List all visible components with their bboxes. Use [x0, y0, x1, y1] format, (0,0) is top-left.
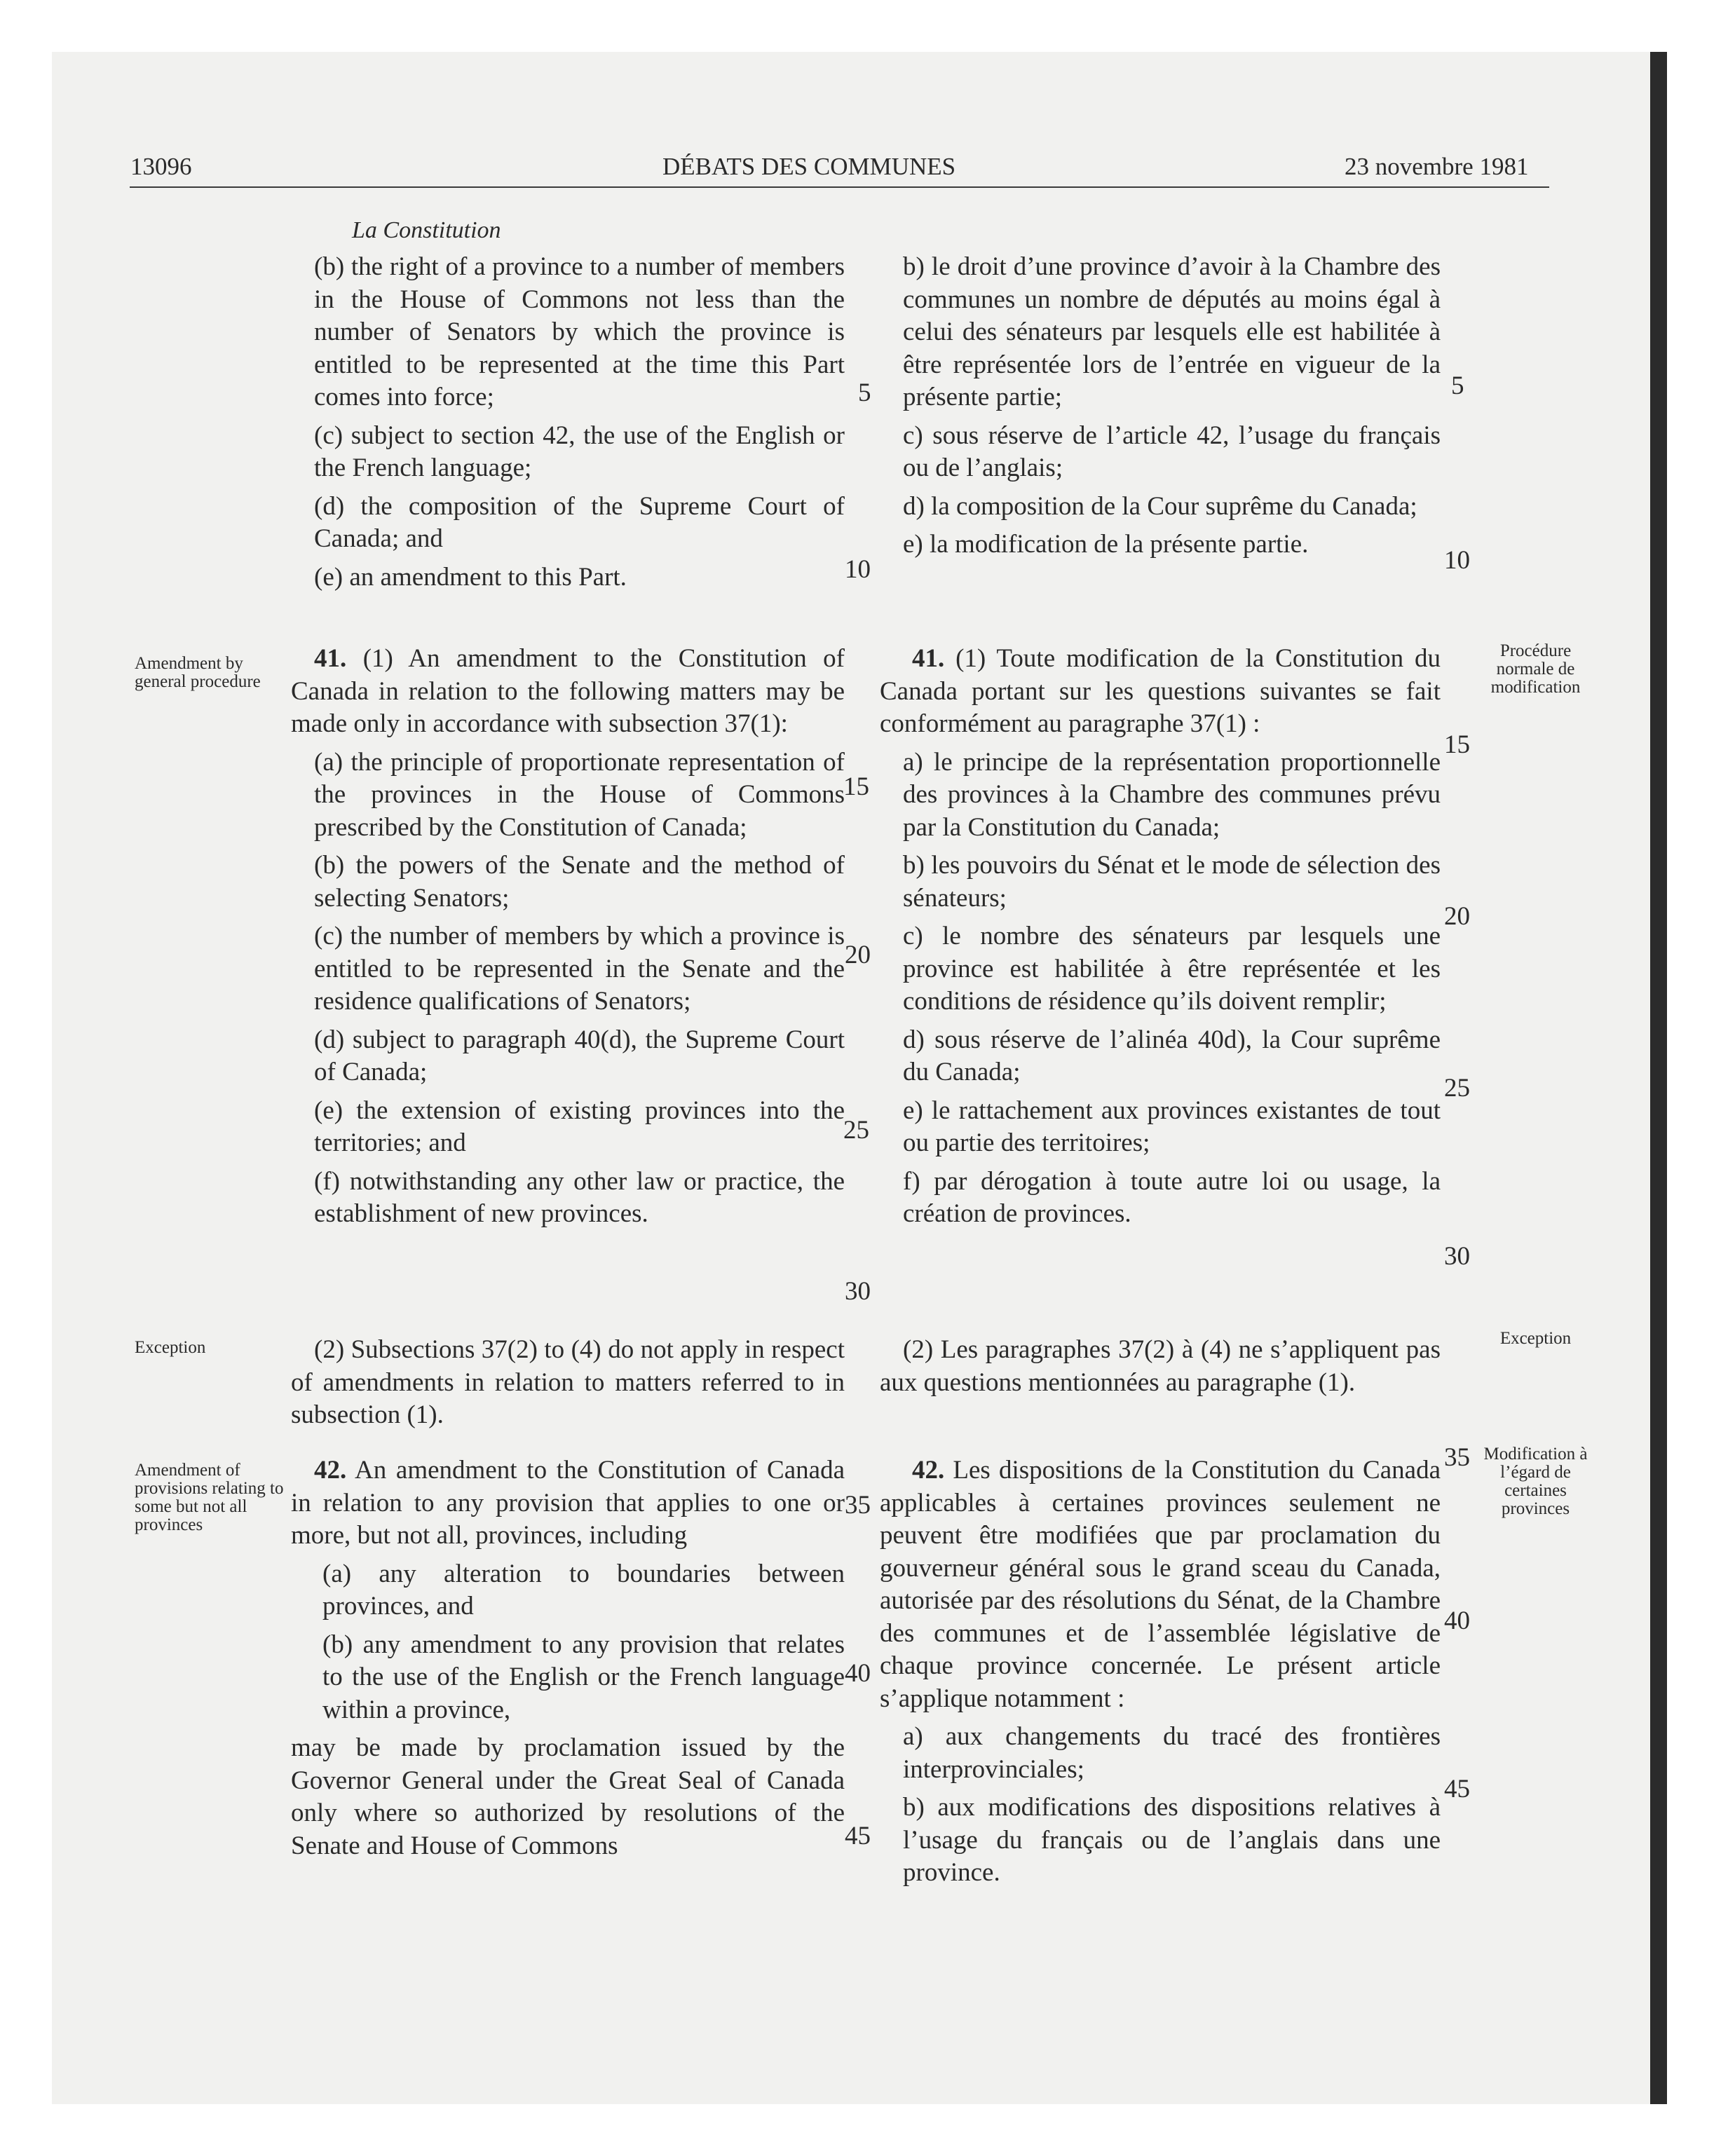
line-number-fr: 5	[1451, 371, 1464, 400]
line-number-fr: 45	[1444, 1775, 1470, 1803]
en-41-intro-text: (1) An amendment to the Constitution of Canada in relation to the following matters may be made only in accordance with subsection 37(1):	[291, 644, 845, 738]
en-40-d: (d) the composition of the Supreme Court of Canada; and	[314, 491, 845, 553]
fr-40-d: d) la composition de la Cour suprême du Canada;	[903, 491, 1417, 521]
line-number-en: 5	[858, 378, 871, 407]
fr-40-e: e) la modification de la présente partie.	[903, 530, 1309, 559]
en-42-b: (b) any amendment to any provision that relates to the use of the English or the French language within a province,	[322, 1630, 845, 1724]
en-42-intro-text: An amendment to the Constitution of Canada in relation to any provision that applies to one or more, but not all, provinces, including	[291, 1456, 845, 1550]
fr-42-number: 42.	[912, 1456, 945, 1485]
fr-42-intro-text: Les dispositions de la Constitution du Canada applicables à certaines provinces seulement ne peuvent être modifiées que par proclamation du gouverneur général sous le grand sceau du Canada, autorisée par des résolutions du Sénat, de la Chambre des communes et de l’assemblée législative de chaque province concernée. Le présent article s’applique notamment :	[880, 1456, 1441, 1713]
french-column	[880, 251, 1441, 561]
english-column-s42	[291, 1454, 845, 1862]
line-number-en: 20	[845, 941, 871, 969]
english-column	[291, 251, 845, 594]
en-41-a: (a) the principle of proportionate representation of the provinces in the House of Commons prescribed by the Constitution of Canada;	[314, 747, 845, 842]
page-number: 13096	[130, 153, 192, 180]
english-41-2	[291, 1334, 845, 1432]
en-42-number: 42.	[314, 1456, 347, 1485]
line-number-en: 45	[845, 1822, 871, 1850]
header-rule	[130, 186, 1549, 188]
fr-42-a: a) aux changements du tracé des frontières interprovinciales;	[903, 1722, 1441, 1784]
fr-41-a: a) le principe de la représentation proportionnelle des provinces à la Chambre des communes prévu par la Constitution du Canada;	[903, 747, 1441, 842]
french-41-2	[880, 1334, 1441, 1399]
fr-41-intro-text: (1) Toute modification de la Constitution du Canada portant sur les questions suivantes se fait conformément au paragraphe 37(1) :	[880, 644, 1441, 738]
en-41-b: (b) the powers of the Senate and the method of selecting Senators;	[314, 851, 845, 913]
fr-41-e: e) le rattachement aux provinces existantes de tout ou partie des territoires;	[903, 1096, 1441, 1157]
margin-note-en-42: Amendment of provisions relating to some but not all provinces	[135, 1461, 284, 1534]
en-41-intro	[291, 643, 845, 741]
margin-note-fr-41: Procédure normale de modification	[1490, 641, 1581, 697]
line-number-en: 15	[843, 772, 869, 801]
margin-note-fr-exception: Exception	[1499, 1329, 1572, 1348]
french-column-s42	[880, 1454, 1441, 1890]
fr-40-b: b) le droit d’une province d’avoir à la Chambre des communes un nombre de députés au moins égal à celui des sénateurs par lesquels elle est habilitée à être représentée lors de l’entrée en vigueur de la présente partie;	[903, 252, 1441, 411]
en-42-a: (a) any alteration to boundaries between provinces, and	[322, 1559, 845, 1621]
fr-41-f: f) par dérogation à toute autre loi ou usage, la création de provinces.	[903, 1166, 1441, 1228]
running-head: La Constitution	[352, 217, 501, 243]
publication-title: DÉBATS DES COMMUNES	[662, 153, 956, 180]
fr-41-d: d) sous réserve de l’alinéa 40d), la Cour suprême du Canada;	[903, 1025, 1441, 1086]
line-number-en: 25	[843, 1116, 869, 1145]
fr-40-c: c) sous réserve de l’article 42, l’usage du français ou de l’anglais;	[903, 421, 1441, 482]
french-column-s41	[880, 643, 1441, 1231]
en-41-2: (2) Subsections 37(2) to (4) do not apply in respect of amendments in relation to matters referred to in subsection (1).	[291, 1335, 845, 1429]
binding-edge	[1650, 52, 1667, 2104]
page-date: 23 novembre 1981	[1345, 153, 1529, 180]
margin-note-en-41: Amendment by general procedure	[135, 654, 261, 691]
line-number-fr: 15	[1444, 730, 1470, 759]
en-41-number: 41.	[314, 644, 347, 673]
fr-41-b: b) les pouvoirs du Sénat et le mode de sélection des sénateurs;	[903, 851, 1441, 913]
line-number-fr: 10	[1444, 546, 1470, 575]
english-column-s41	[291, 643, 845, 1231]
line-number-fr: 40	[1444, 1606, 1470, 1635]
line-number-en: 10	[845, 555, 871, 584]
line-number-fr: 25	[1444, 1074, 1470, 1103]
margin-note-fr-42: Modification à l’égard de certaines provinces	[1483, 1445, 1588, 1518]
en-40-c: (c) subject to section 42, the use of the English or the French language;	[314, 421, 845, 482]
fr-41-number: 41.	[912, 644, 945, 673]
line-number-fr: 30	[1444, 1242, 1470, 1271]
en-42-tail: may be made by proclamation issued by the Governor General under the Great Seal of Canada only where so authorized by resolutions of the Senate and House of Commons	[291, 1733, 845, 1860]
line-number-fr: 20	[1444, 902, 1470, 931]
en-41-f: (f) notwithstanding any other law or practice, the establishment of new provinces.	[314, 1166, 845, 1228]
fr-41-intro	[880, 643, 1441, 741]
en-41-d: (d) subject to paragraph 40(d), the Supreme Court of Canada;	[314, 1025, 845, 1086]
en-42-intro	[291, 1454, 845, 1553]
line-number-en: 30	[845, 1277, 871, 1306]
fr-42-intro	[880, 1454, 1441, 1715]
en-41-e: (e) the extension of existing provinces into the territories; and	[314, 1096, 845, 1157]
en-41-c: (c) the number of members by which a province is entitled to be represented in the Senate and the residence qualifications of Senators;	[314, 922, 845, 1016]
margin-note-en-exception: Exception	[135, 1338, 206, 1357]
line-number-fr: 35	[1444, 1443, 1470, 1472]
en-40-e: (e) an amendment to this Part.	[314, 562, 627, 592]
fr-41-c: c) le nombre des sénateurs par lesquels une province est habilitée à être représentée et les conditions de résidence qu’ils doivent remplir;	[903, 922, 1441, 1016]
en-40-b: (b) the right of a province to a number of members in the House of Commons not less than the number of Senators by which the province is entitled to be represented at the time this Part comes into force;	[314, 252, 845, 411]
fr-41-2: (2) Les paragraphes 37(2) à (4) ne s’appliquent pas aux questions mentionnées au paragraphe (1).	[880, 1335, 1441, 1397]
line-number-en: 35	[845, 1491, 871, 1520]
line-number-en: 40	[845, 1659, 871, 1688]
fr-42-b: b) aux modifications des dispositions relatives à l’usage du français ou de l’anglais dans une province.	[903, 1793, 1441, 1887]
